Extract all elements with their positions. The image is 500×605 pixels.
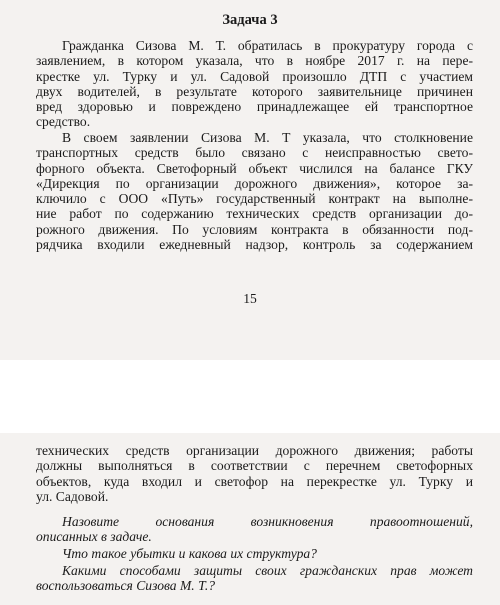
page-gap bbox=[0, 360, 500, 433]
text-line: двух водителей, в результате которого заявительнице причинен bbox=[36, 83, 473, 99]
text-line: заявлением, в котором указала, что в ноябре 2017 г. на пере- bbox=[36, 53, 473, 69]
question-line: Что такое убытки и какова их структура? bbox=[62, 546, 317, 561]
paragraph-3 bbox=[36, 443, 473, 504]
text-line: рожного движения. По условиям контракта в обязанности под- bbox=[36, 221, 473, 237]
task-title: Задача 3 bbox=[222, 12, 278, 28]
text-line: средство. bbox=[36, 114, 91, 130]
text-line: «Дирекция по организации дорожного движения», которое за- bbox=[36, 175, 473, 191]
question-line: описанных в задаче. bbox=[36, 529, 152, 545]
question-2 bbox=[36, 546, 473, 561]
paragraph-2 bbox=[36, 130, 473, 252]
text-line: ние работ по содержанию технических средств организации до- bbox=[36, 206, 473, 222]
page-number: 15 bbox=[243, 291, 257, 306]
paragraph-1 bbox=[36, 38, 473, 130]
question-1 bbox=[36, 514, 473, 545]
question-line: Какими способами защиты своих гражданских прав может bbox=[62, 563, 473, 578]
text-line: форного объекта. Светофорный объект числился на балансе ГКУ bbox=[36, 160, 473, 176]
text-line: Гражданка Сизова М. Т. обратилась в прокуратуру города с bbox=[62, 38, 473, 53]
text-line: транспортных средств было связано с неисправностью свето- bbox=[36, 145, 473, 161]
text-line: ул. Садовой. bbox=[36, 488, 109, 504]
question-3 bbox=[36, 563, 473, 594]
text-line: должны выполняться в соответствии с перечнем светофорных bbox=[36, 458, 473, 474]
question-line: Назовите основания возникновения правоотношений, bbox=[62, 514, 473, 529]
book-page-bottom bbox=[0, 433, 500, 605]
text-line: крестке ул. Турку и ул. Садовой произошло ДТП с участием bbox=[36, 68, 473, 84]
text-line: ключило с ООО «Путь» государственный контракт на выполне- bbox=[36, 191, 473, 207]
text-line: объектов, куда входил и светофор на перекрестке ул. Турку и bbox=[36, 473, 473, 489]
question-line: воспользоваться Сизова М. Т.? bbox=[36, 578, 216, 594]
text-line: рядчика входили ежедневный надзор, контроль за содержанием bbox=[36, 237, 473, 253]
text-line: технических средств организации дорожного движения; работы bbox=[36, 443, 473, 458]
text-line: В своем заявлении Сизова М. Т указала, что столкновение bbox=[62, 130, 473, 145]
text-line: вред здоровью и повреждено принадлежащее ей транспортное bbox=[36, 99, 473, 115]
